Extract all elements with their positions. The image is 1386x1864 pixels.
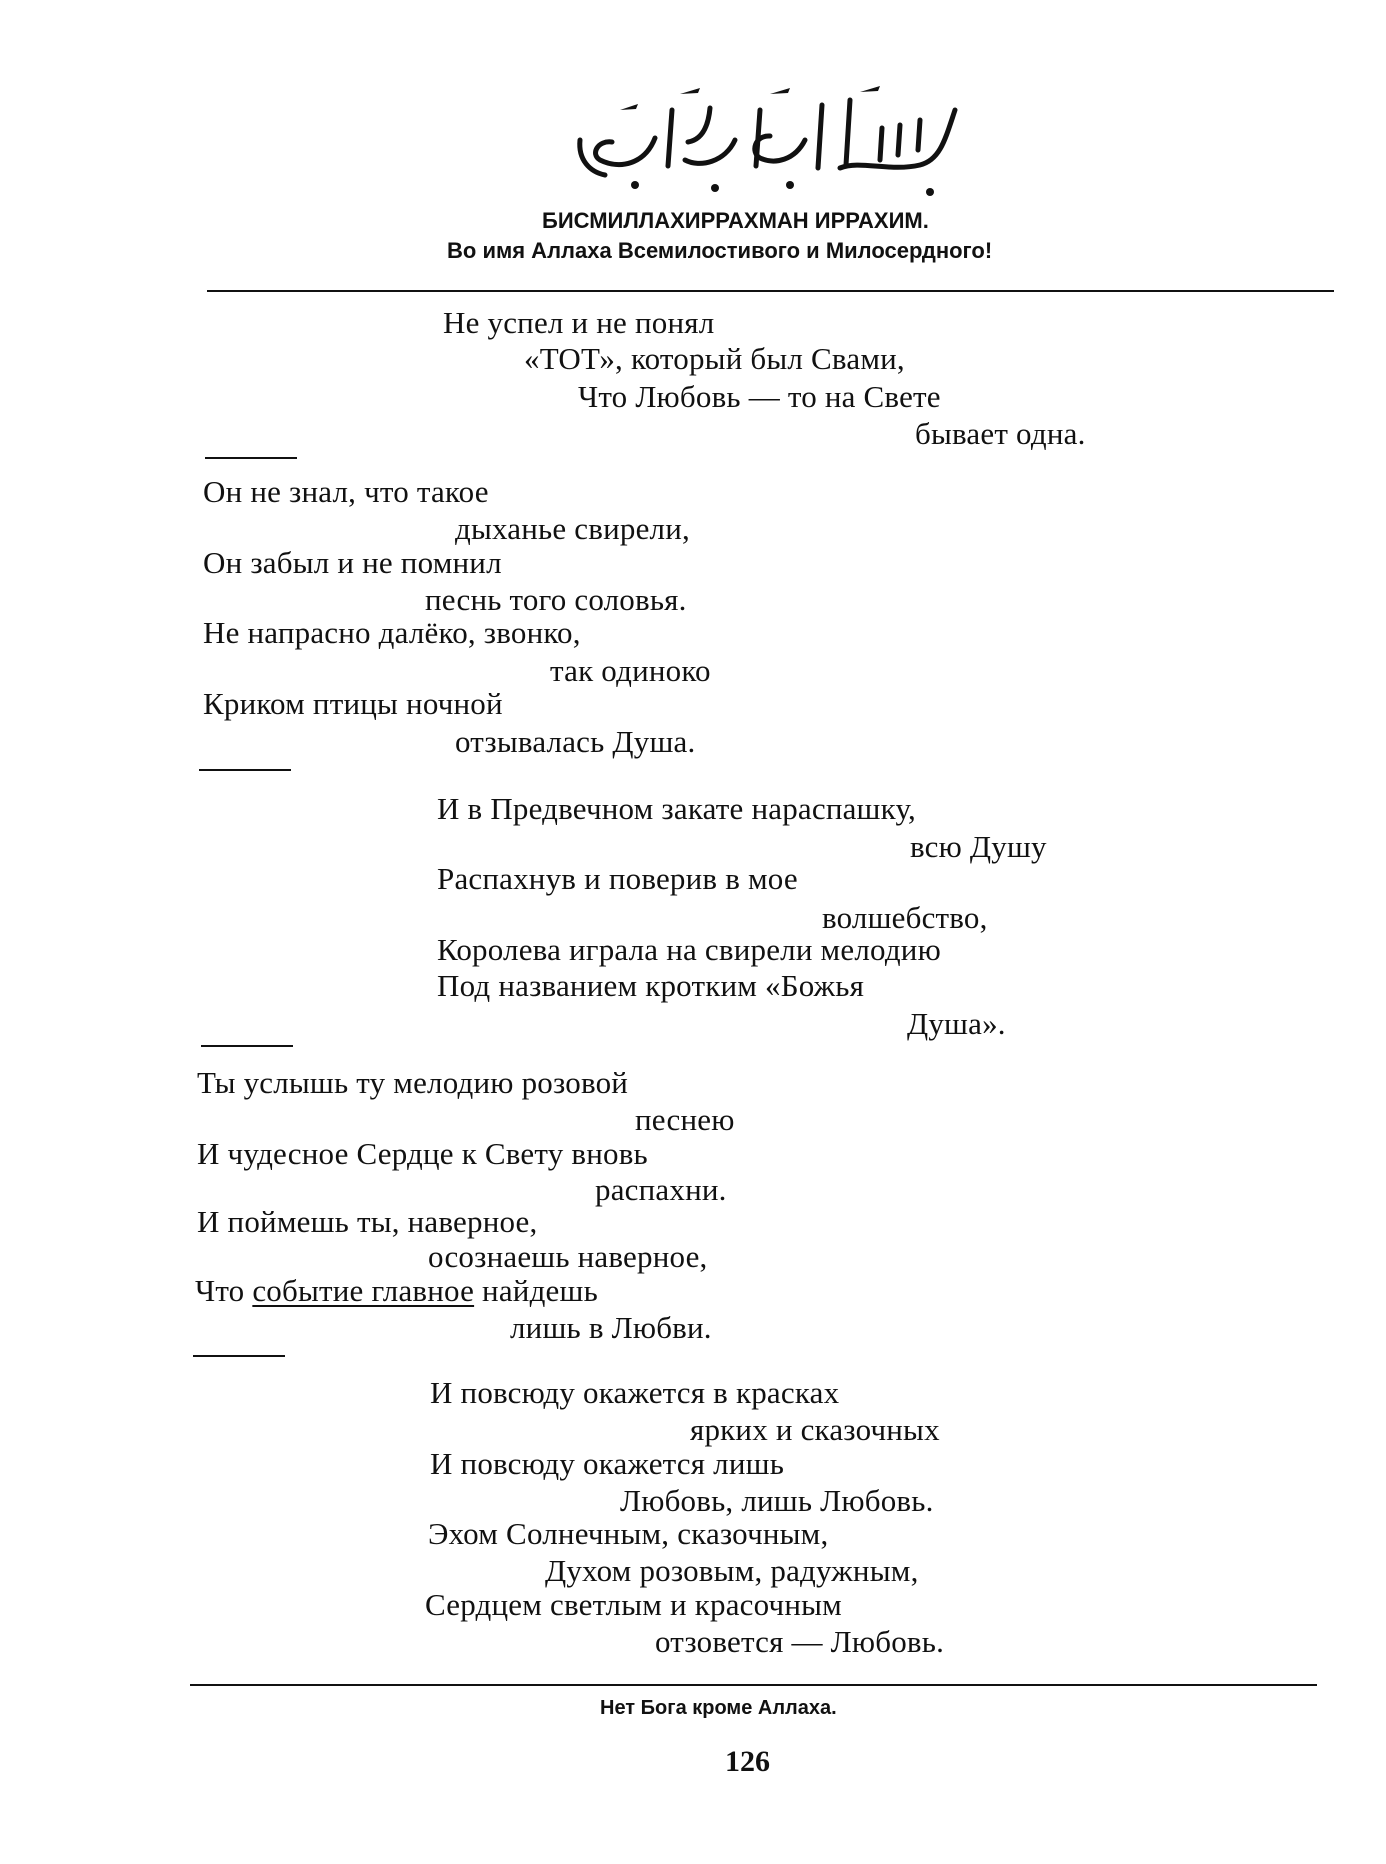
- poem-line: И повсюду окажется лишь: [430, 1446, 785, 1481]
- poem-line: Эхом Солнечным, сказочным,: [428, 1516, 829, 1551]
- poem-line: всю Душу: [910, 829, 1047, 864]
- page-number: 126: [725, 1745, 770, 1778]
- poem-line: Что Любовь — то на Свете: [578, 379, 941, 414]
- poem-line: [195, 1275, 598, 1306]
- poem-line: И чудесное Сердце к Свету вновь: [197, 1136, 648, 1171]
- basmala-calligraphy: [560, 80, 980, 210]
- poem-line: волшебство,: [822, 900, 988, 935]
- poem-line: «ТОТ», который был Свами,: [524, 341, 905, 376]
- header-title: БИСМИЛЛАХИРРАХМАН ИРРАХИМ.: [542, 208, 929, 233]
- stanza-separator: [201, 1045, 293, 1047]
- poem-line: Распахнув и поверив в мое: [437, 861, 798, 896]
- poem-line: И повсюду окажется в красках: [430, 1375, 840, 1410]
- poem-line: Любовь, лишь Любовь.: [620, 1483, 934, 1518]
- poem-line: отзовется — Любовь.: [655, 1624, 945, 1659]
- stanza-separator: [205, 457, 297, 459]
- poem-line: Под названием кротким «Божья: [437, 968, 865, 1003]
- poem-line: Он забыл и не помнил: [203, 545, 502, 580]
- poem-line: песнь того соловья.: [425, 582, 687, 617]
- poem-line: песнею: [635, 1102, 735, 1137]
- poem-line: Духом розовым, радужным,: [545, 1553, 919, 1588]
- footer-rule: [190, 1684, 1317, 1686]
- poem-line: Криком птицы ночной: [203, 686, 503, 721]
- poem-line: Не успел и не понял: [443, 305, 715, 340]
- footer-text: Нет Бога кроме Аллаха.: [600, 1697, 837, 1719]
- poem-text: Что: [195, 1273, 253, 1308]
- stanza-separator: [193, 1355, 285, 1357]
- poem-line: Сердцем светлым и красочным: [425, 1587, 842, 1622]
- poem-line: Не напрасно далёко, звонко,: [203, 615, 581, 650]
- poem-line: отзывалась Душа.: [455, 724, 696, 759]
- underlined-phrase: событие главное: [252, 1273, 475, 1308]
- poem-line: Он не знал, что такое: [203, 474, 489, 509]
- poem-line: И в Предвечном закате нараспашку,: [437, 791, 917, 826]
- poem-line: Королева играла на свирели мелодию: [437, 932, 941, 967]
- poem-line: распахни.: [595, 1172, 727, 1207]
- poem-line: ярких и сказочных: [690, 1412, 940, 1447]
- poem-text: найдешь: [474, 1273, 598, 1308]
- poem-line: осознаешь наверное,: [428, 1239, 708, 1274]
- poem-line: дыханье свирели,: [455, 511, 690, 546]
- header-subtitle: Во имя Аллаха Всемилостивого и Милосердного!: [447, 238, 993, 263]
- poem-line: Душа».: [907, 1006, 1006, 1041]
- poem-line: Ты услышь ту мелодию розовой: [197, 1065, 629, 1100]
- poem-line: так одиноко: [550, 653, 711, 688]
- poem-line: лишь в Любви.: [510, 1310, 712, 1345]
- stanza-separator: [199, 769, 291, 771]
- poem-line: И поймешь ты, наверное,: [197, 1204, 538, 1239]
- header-rule: [207, 290, 1334, 292]
- poem-line: бывает одна.: [915, 416, 1086, 451]
